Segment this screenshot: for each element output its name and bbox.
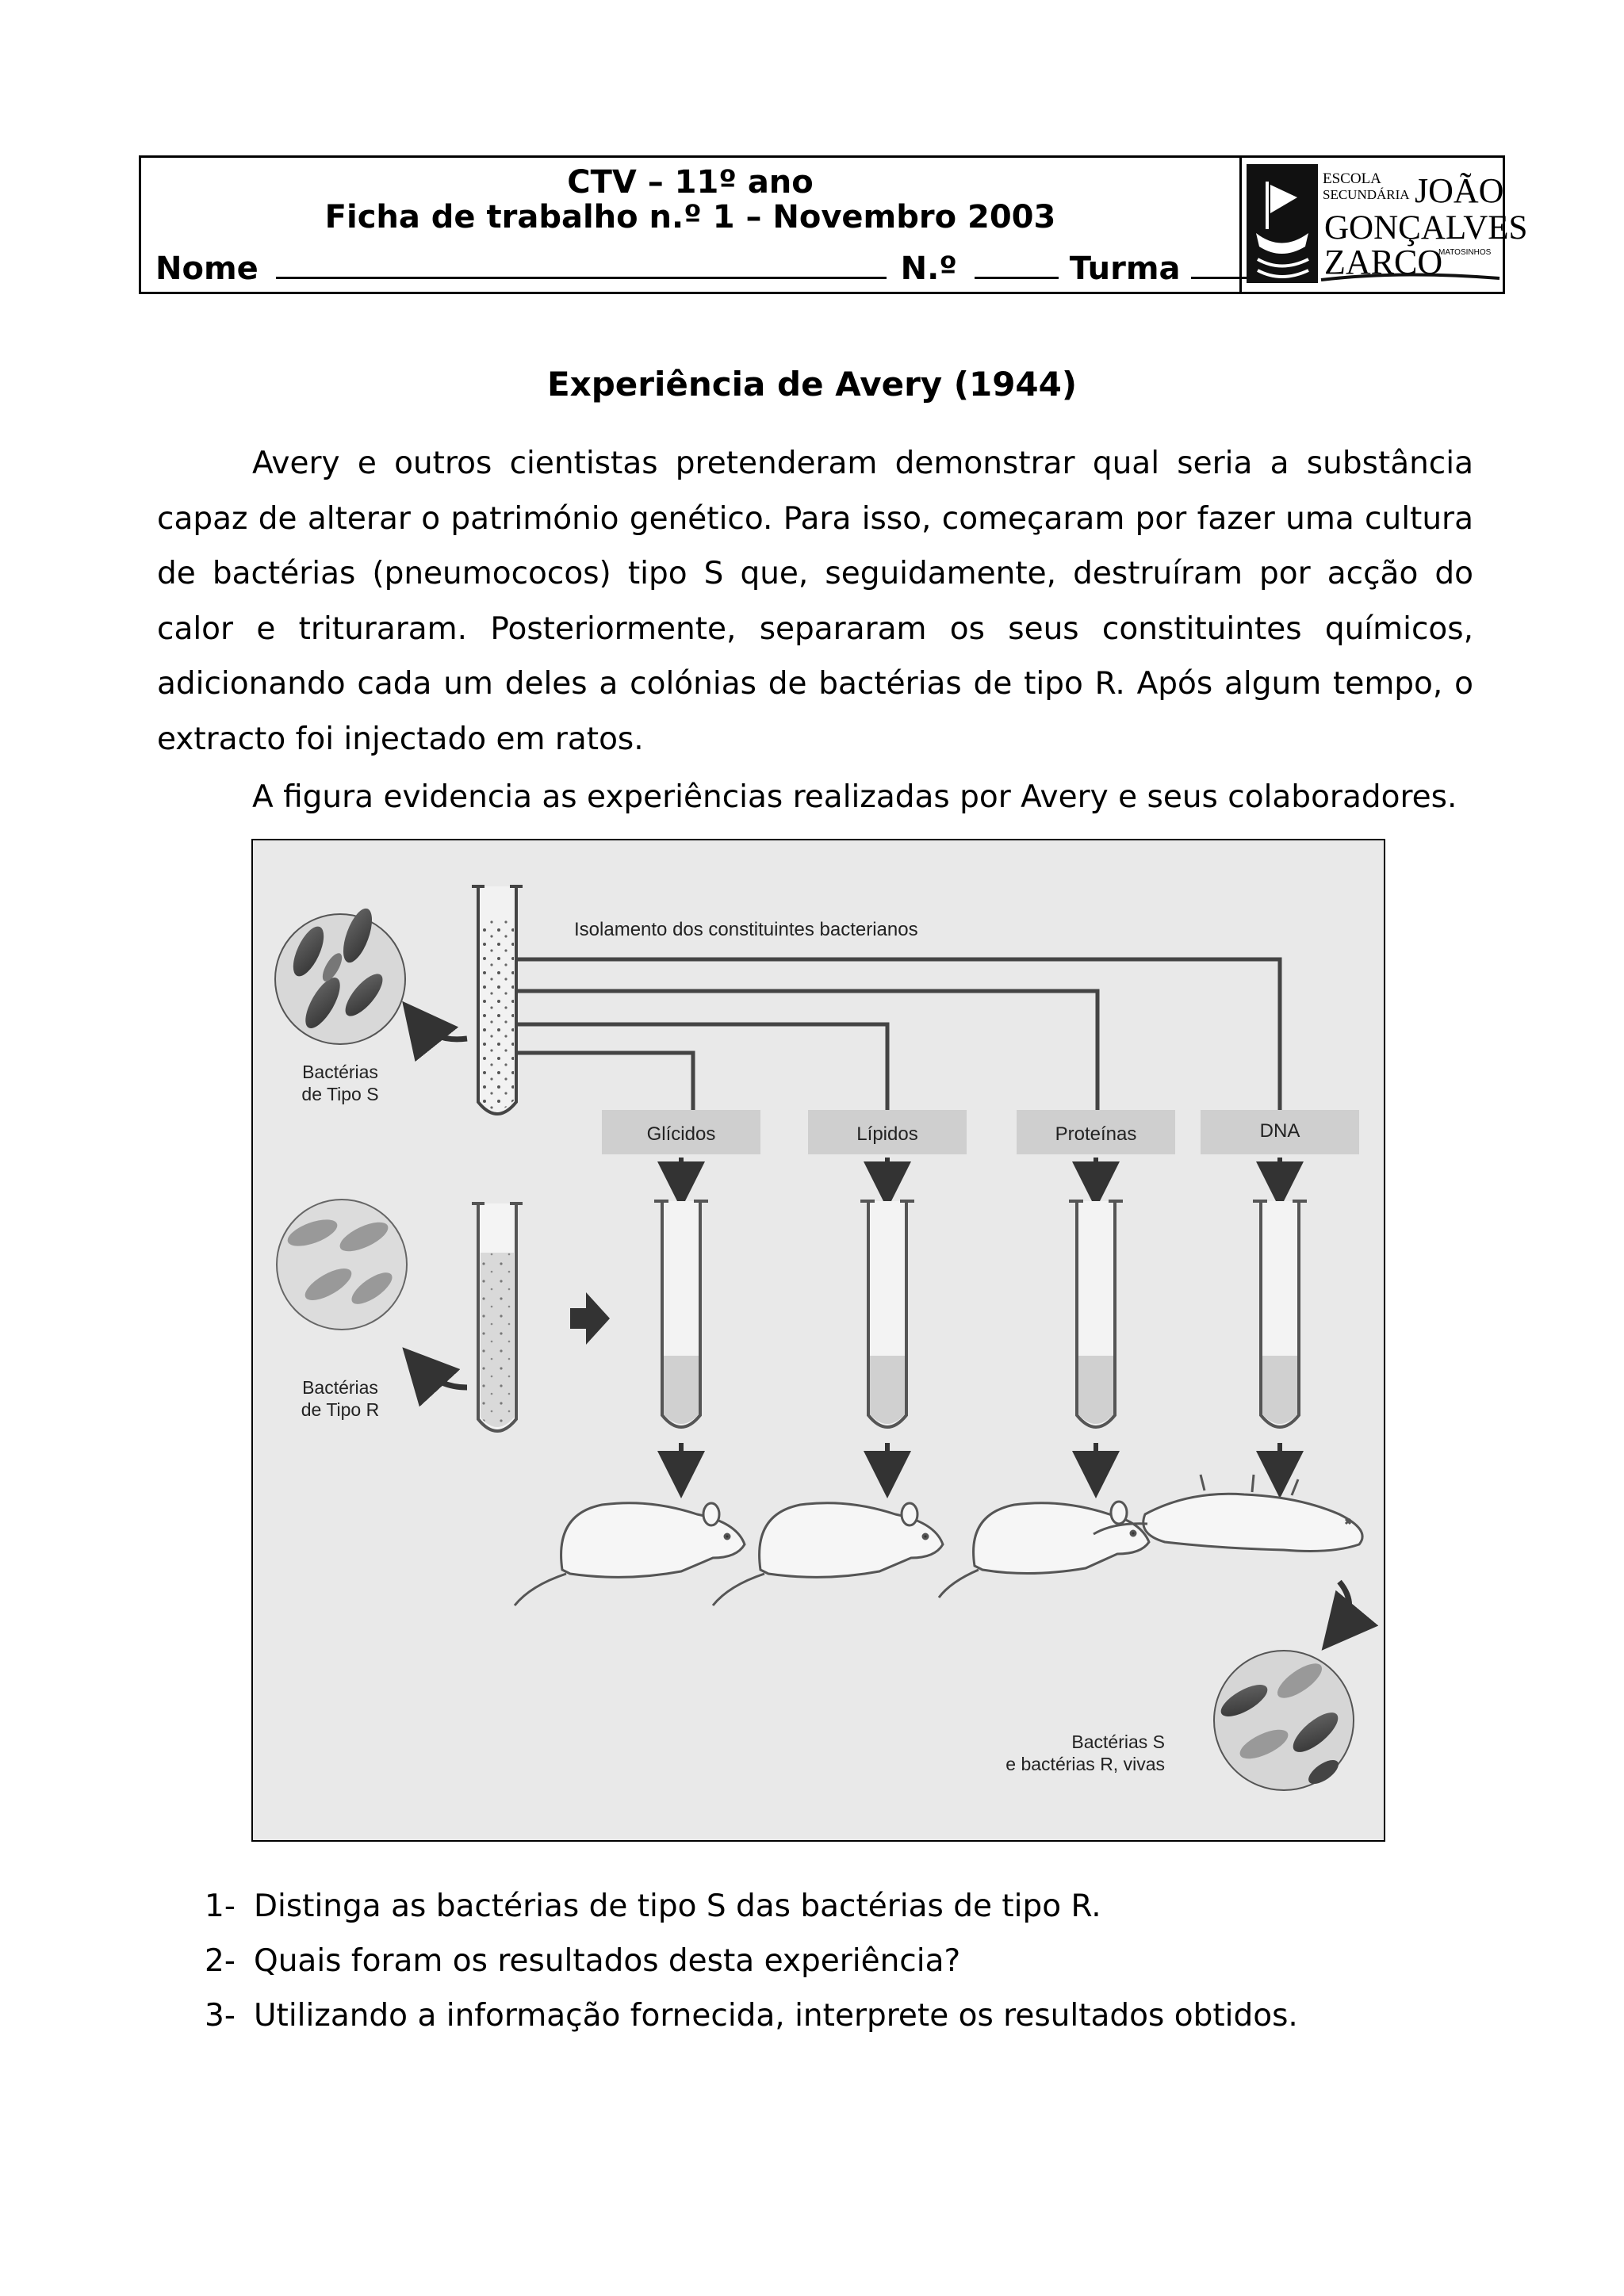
header-info-cell [141,158,1242,292]
fraction-arrows [681,1158,1280,1185]
result-bacteria-circle [1214,1651,1354,1790]
name-label: Nome [155,251,259,287]
result-label-line2: e bactérias R, vivas [1005,1754,1165,1774]
result-label-line1: Bactérias S [1071,1732,1165,1752]
school-logo [1242,158,1528,292]
question-item [205,1988,1298,2043]
mice [515,1475,1362,1605]
logo-zarco: ZARCO [1324,243,1443,281]
number-label: N.º [900,251,957,287]
logo-matosinhos: MATOSINHOS [1438,248,1492,257]
page-title: Experiência de Avery (1944) [546,365,1078,404]
question-text: Utilizando a informação fornecida, interprete os resultados obtidos. [254,1998,1298,2034]
fraction-boxes [602,1110,1359,1154]
tube-dna [1253,1201,1307,1427]
avery-experiment-figure [251,839,1385,1842]
logo-escola: ESCOLA [1323,170,1381,187]
figure-intro-paragraph: A figura evidencia as experiências realizadas por Avery e seus colaboradores. [252,779,1457,815]
class-label: Turma [1069,251,1181,287]
type-r-label-line1: Bactérias [302,1377,378,1398]
tube-proteinas [1069,1201,1123,1427]
fraction-lipidos-label: Lípidos [856,1123,918,1145]
school-logo-graphic [1242,158,1528,292]
type-s-bacteria-circle [275,905,405,1044]
question-item [205,1879,1298,1934]
question-number: 3- [205,1998,236,2034]
fraction-proteinas-label: Proteínas [1055,1123,1137,1145]
isolation-lines [516,959,1280,1110]
injection-arrows [681,1443,1280,1475]
experiment-diagram [253,840,1387,1843]
type-r-test-tube [472,1203,523,1431]
isolation-label: Isolamento dos constituintes bacterianos [574,919,918,940]
type-s-label-line1: Bactérias [302,1062,378,1082]
header-student-fields [155,250,1278,287]
header-worksheet-title: Ficha de trabalho n.º 1 – Novembro 2003 [324,199,1056,235]
fraction-dna-label: DNA [1259,1120,1300,1142]
r-tube-to-circle-arrow [421,1368,467,1387]
s-tube-to-circle-arrow [419,1023,467,1039]
type-s-label-line2: de Tipo S [301,1084,379,1104]
number-blank-line[interactable] [975,250,1059,279]
question-item [205,1934,1298,1988]
tube-glicidos [654,1201,708,1427]
type-r-label-line2: de Tipo R [301,1399,380,1420]
logo-goncalves: GONÇALVES [1324,209,1528,247]
question-text: Quais foram os resultados desta experiência? [254,1943,961,1979]
question-number: 1- [205,1888,236,1924]
header-course: CTV – 11º ano [567,164,814,201]
fraction-glicidos-label: Glícidos [646,1123,716,1145]
distribution-arrow-icon [570,1292,610,1345]
tube-lipidos [860,1201,914,1427]
result-arrow [1339,1582,1350,1629]
mouse-alive-glicidos-icon [515,1503,745,1605]
question-number: 2- [205,1943,236,1979]
logo-joao: JOÃO [1415,171,1504,210]
question-text: Distinga as bactérias de tipo S das bactérias de tipo R. [254,1888,1101,1924]
intro-paragraph [157,436,1473,767]
name-blank-line[interactable] [276,250,887,279]
type-s-test-tube [472,886,523,1114]
intro-paragraph-text: Avery e outros cientistas pretenderam demonstrar qual seria a substância capaz de alterar o património genético. Para isso, começaram por fazer uma cultura de bactérias (pneumococos) tipo S que, seguidamente, destruíram por acção do calor e trituraram. Posteriormente, separaram os seus constituintes químicos, adicionando cada um deles a colónias de bactérias de tipo R. Após algum tempo, o extracto foi injectado em ratos. [157,446,1473,757]
logo-secundaria: SECUNDÁRIA [1323,187,1410,202]
type-r-bacteria-circle [277,1200,407,1330]
mouse-alive-lipidos-icon [713,1503,943,1605]
experiment-tubes [654,1201,1307,1427]
mouse-alive-proteinas-icon [939,1502,1149,1598]
worksheet-header [139,155,1528,294]
question-list [205,1879,1298,2043]
